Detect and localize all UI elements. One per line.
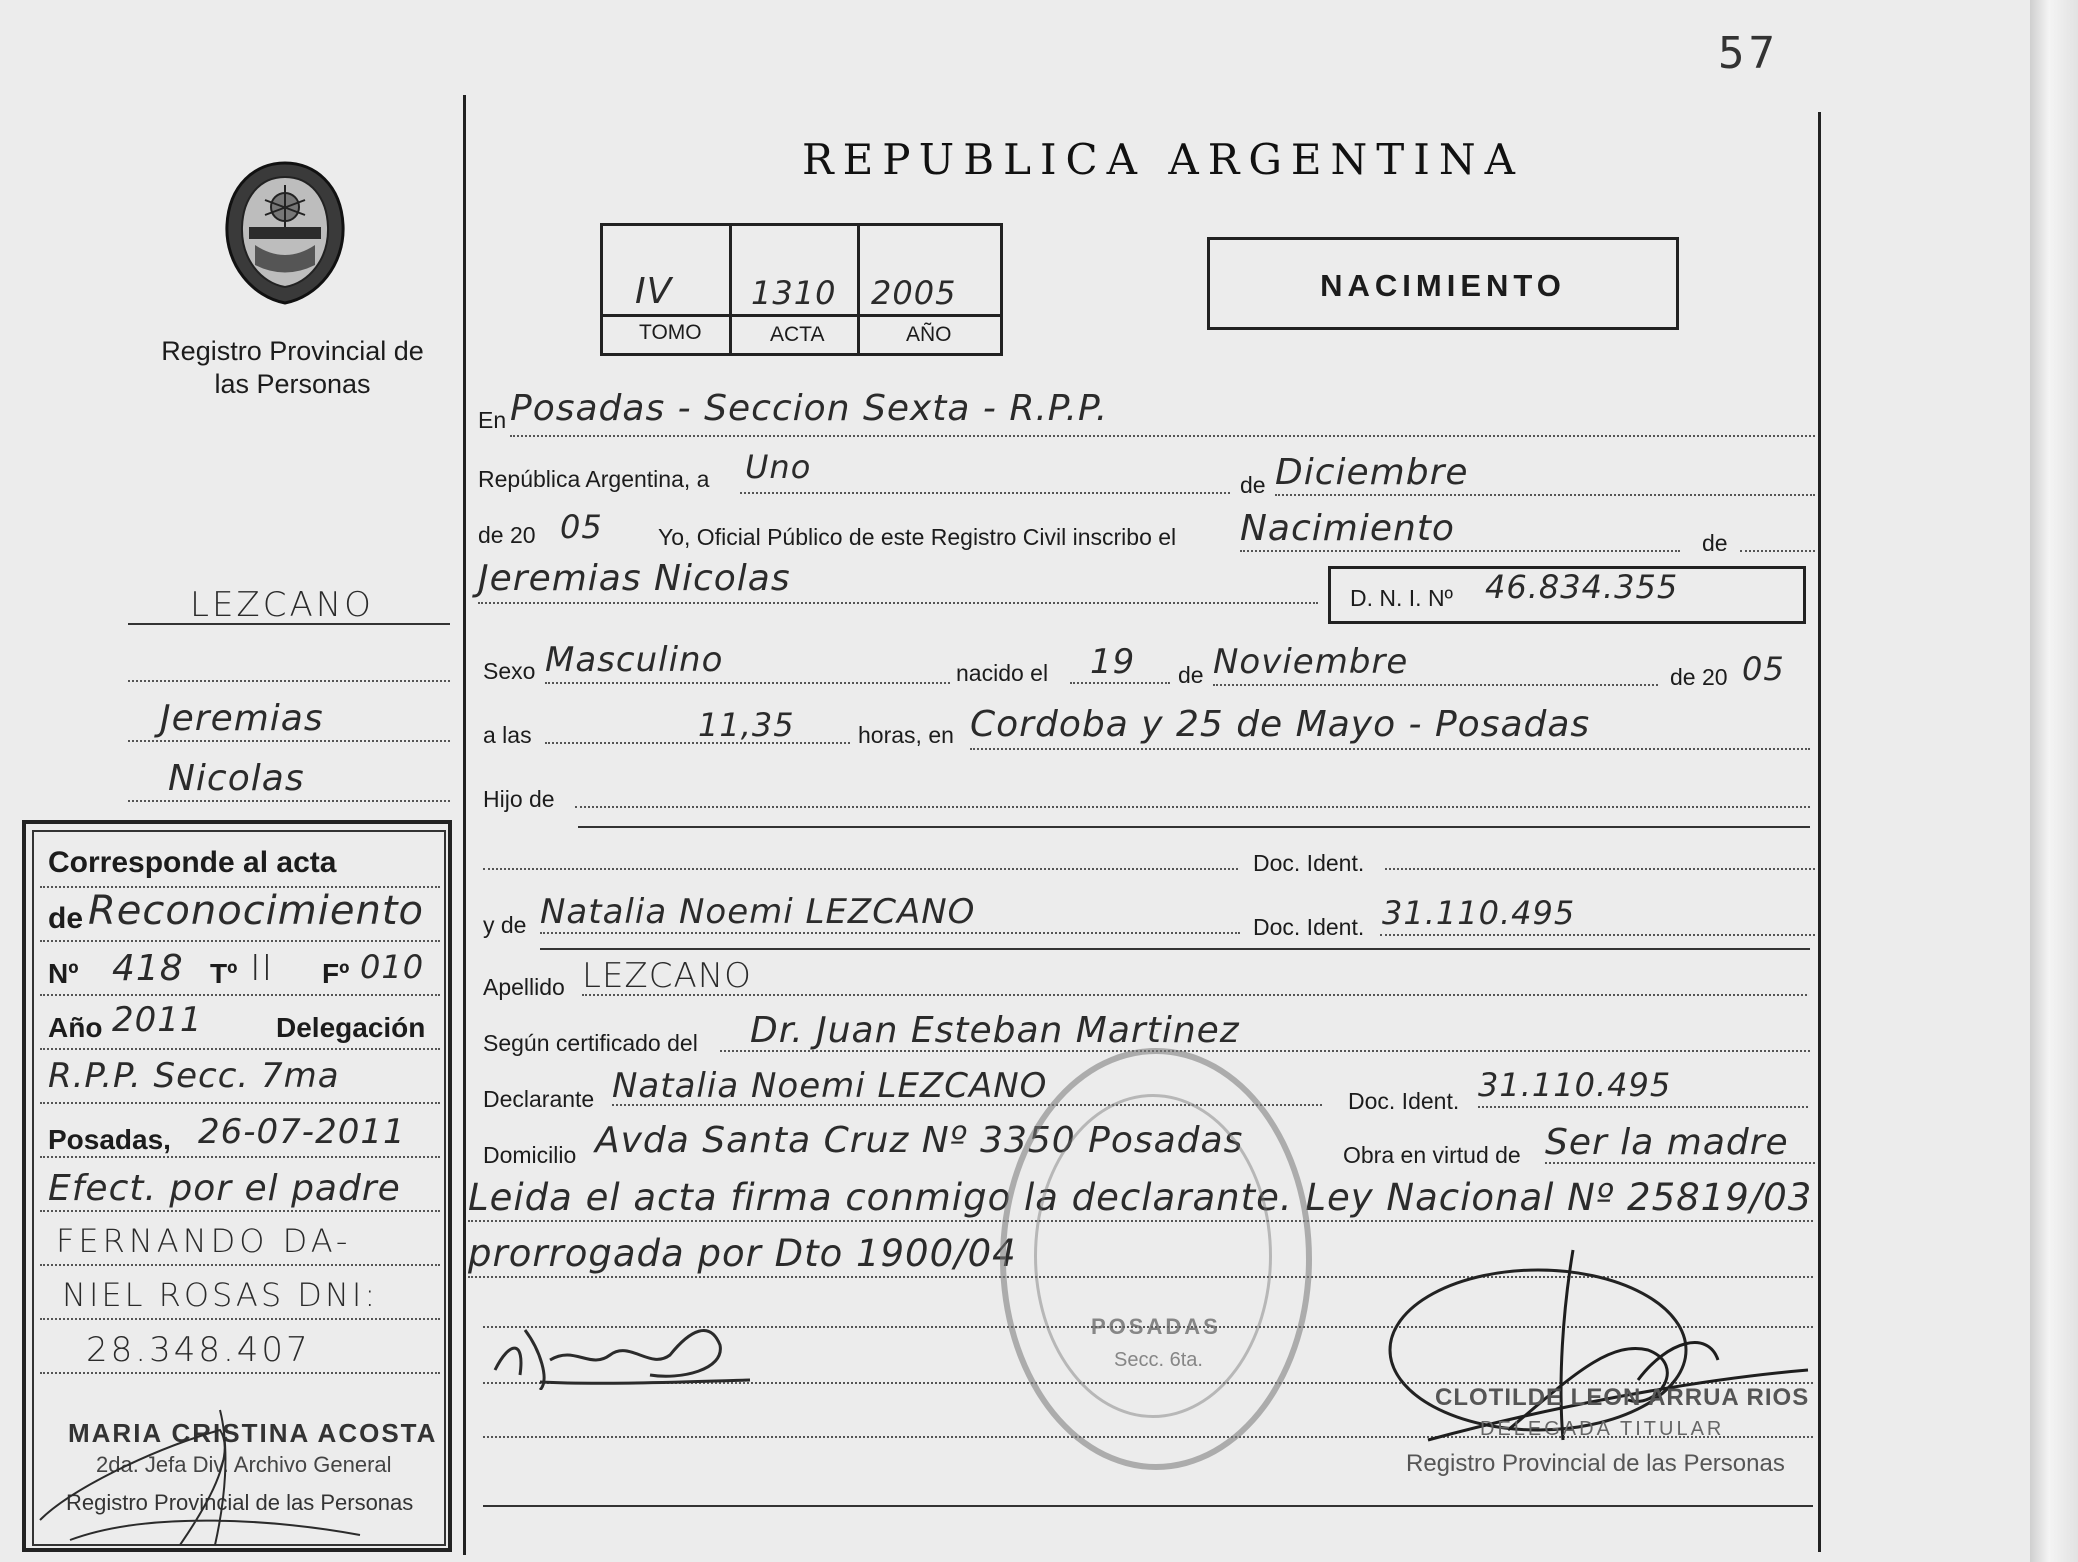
- birth-year-suffix: 05: [1742, 650, 1785, 688]
- body-dots: [1740, 550, 1815, 552]
- hour-value: 11,35: [698, 706, 795, 744]
- annotation-dots: [40, 994, 440, 996]
- margin-line: [128, 623, 450, 625]
- annotation-n-label: Nº: [48, 958, 79, 989]
- a-las-label: a las: [483, 722, 532, 748]
- horas-label: horas, en: [858, 722, 954, 748]
- body-dots: [720, 1050, 1810, 1052]
- body-dots: [545, 682, 950, 684]
- declarant-signature: [480, 1300, 760, 1390]
- act-type: NACIMIENTO: [1320, 268, 1566, 303]
- note-line-1: Leida el acta firma conmigo la declarante. Ley Nacional Nº 25819/03: [468, 1176, 1813, 1219]
- doc-ident-label-1: Doc. Ident.: [1253, 850, 1365, 876]
- body-line: [540, 948, 1810, 950]
- annotation-anio-value: 2011: [112, 1000, 203, 1040]
- body-dots: [483, 868, 1238, 870]
- annotation-line1: Corresponde al acta: [48, 846, 337, 879]
- body-dots: [510, 435, 1815, 437]
- declarante-value: Natalia Noemi LEZCANO: [612, 1066, 1048, 1106]
- annotation-f-label: Fº: [322, 958, 350, 989]
- official-stamp-org: Registro Provincial de las Personas: [1406, 1450, 1785, 1477]
- margin-name-2: Nicolas: [168, 758, 305, 799]
- annotation-note-4: 28.348.407: [86, 1330, 311, 1370]
- annotation-dots: [40, 886, 440, 888]
- sexo-label: Sexo: [483, 658, 536, 684]
- body-dots: [1478, 1106, 1808, 1108]
- annotation-t-value: II: [250, 948, 274, 989]
- de3-label: de: [1178, 662, 1204, 688]
- annotation-note-3: NIEL ROSAS DNI:: [62, 1276, 379, 1314]
- year-prefix: de 20: [478, 522, 536, 548]
- child-name: Jeremias Nicolas: [478, 558, 791, 599]
- registry-name: Registro Provincial de las Personas: [161, 336, 424, 399]
- domicilio-value: Avda Santa Cruz Nº 3350 Posadas: [595, 1120, 1244, 1161]
- anio-label: AÑO: [906, 323, 952, 346]
- en-label: En: [478, 407, 507, 433]
- annotation-n-value: 418: [112, 948, 184, 989]
- body-dots: [582, 994, 1807, 996]
- place-value: Posadas - Seccion Sexta - R.P.P.: [510, 388, 1109, 429]
- doc-ident-label-3: Doc. Ident.: [1348, 1088, 1460, 1114]
- official-stamp-role: DELEGADA TITULAR: [1480, 1418, 1725, 1440]
- annotation-t-label: Tº: [210, 958, 238, 989]
- nacido-label: nacido el: [956, 660, 1049, 686]
- annotation-stamp-name: MARIA CRISTINA ACOSTA: [68, 1418, 438, 1448]
- body-dots: [970, 748, 1810, 750]
- declarante-doc: 31.110.495: [1478, 1066, 1672, 1104]
- annotation-acta-type: Reconocimiento: [88, 888, 424, 934]
- round-stamp-text: POSADAS: [1091, 1314, 1221, 1339]
- tomo-value: IV: [635, 271, 673, 312]
- right-border: [1818, 112, 1821, 1552]
- body-dots: [1070, 682, 1170, 684]
- annotation-posadas-label: Posadas,: [48, 1124, 171, 1155]
- republica-label: República Argentina, a: [478, 466, 710, 492]
- column-divider: [463, 95, 466, 1555]
- annotation-note-1: Efect. por el padre: [48, 1168, 401, 1209]
- annotation-f-value: 010: [360, 948, 425, 986]
- body-line: [483, 1505, 1813, 1507]
- margin-name-1: Jeremias: [160, 698, 324, 739]
- birth-year-prefix: de 20: [1670, 664, 1728, 690]
- de-label: de: [1240, 472, 1266, 498]
- page-number: 57: [1718, 28, 1779, 79]
- domicilio-label: Domicilio: [483, 1142, 577, 1168]
- sexo-value: Masculino: [545, 640, 724, 680]
- official-text: Yo, Oficial Público de este Registro Civil inscribo el: [658, 524, 1177, 550]
- apellido-value: LEZCANO: [582, 956, 752, 996]
- margin-surname: LEZCANO: [190, 585, 374, 625]
- doctor-value: Dr. Juan Esteban Martinez: [750, 1010, 1240, 1051]
- mother-name: Natalia Noemi LEZCANO: [540, 892, 976, 932]
- annotation-dots: [40, 1102, 440, 1104]
- body-dots: [575, 806, 1810, 808]
- body-dots: [1545, 1162, 1815, 1164]
- annotation-dots: [40, 1318, 440, 1320]
- inscribed-value: Nacimiento: [1240, 508, 1455, 549]
- annotation-de-label: de: [48, 902, 84, 935]
- day-value: Uno: [745, 448, 812, 486]
- note-line-2: prorrogada por Dto 1900/04: [468, 1232, 1017, 1275]
- country-title: REPUBLICA ARGENTINA: [802, 135, 1524, 184]
- tomo-label: TOMO: [639, 321, 702, 344]
- obra-label: Obra en virtud de: [1343, 1142, 1521, 1168]
- acta-value: 1310: [751, 274, 837, 312]
- annotation-date: 26-07-2011: [198, 1112, 406, 1152]
- body-dots: [478, 602, 1318, 604]
- annotation-delegacion-value: R.P.P. Secc. 7ma: [48, 1056, 340, 1096]
- province-seal: [215, 155, 355, 310]
- annotation-stamp-role: 2da. Jefa Div. Archivo General: [96, 1452, 392, 1477]
- y-de-label: y de: [483, 912, 527, 938]
- annotation-dots: [40, 1156, 440, 1158]
- body-dots: [1380, 934, 1815, 936]
- declarante-label: Declarante: [483, 1086, 595, 1112]
- annotation-dots: [40, 1048, 440, 1050]
- month-value: Diciembre: [1275, 452, 1469, 493]
- birth-place: Cordoba y 25 de Mayo - Posadas: [970, 704, 1591, 745]
- annotation-dots: [40, 1210, 440, 1212]
- margin-dots: [128, 800, 450, 802]
- dni-label: D. N. I. Nº: [1350, 585, 1453, 611]
- annotation-note-2: FERNANDO DA-: [56, 1222, 352, 1260]
- certificado-label: Según certificado del: [483, 1030, 698, 1056]
- annotation-signature: [30, 1370, 390, 1550]
- de2-label: de: [1702, 530, 1728, 556]
- birth-day: 19: [1090, 642, 1136, 682]
- margin-dots: [128, 740, 450, 742]
- book-page-edge: [2030, 0, 2078, 1562]
- body-dots: [1275, 494, 1815, 496]
- annotation-delegacion-label: Delegación: [276, 1012, 426, 1043]
- round-stamp-sub: Secc. 6ta.: [1114, 1349, 1203, 1371]
- body-dots: [540, 932, 1240, 934]
- birth-month: Noviembre: [1213, 642, 1409, 682]
- official-stamp-name: CLOTILDE LEON ARRUA RIOS: [1435, 1384, 1810, 1411]
- record-box: [600, 223, 1003, 356]
- annotation-dots: [40, 1264, 440, 1266]
- apellido-label: Apellido: [483, 974, 565, 1000]
- anio-value: 2005: [871, 274, 957, 312]
- round-stamp: [1000, 1048, 1312, 1470]
- margin-dots: [128, 680, 450, 682]
- annotation-stamp-org: Registro Provincial de las Personas: [66, 1490, 414, 1515]
- doc-ident-label-2: Doc. Ident.: [1253, 914, 1365, 940]
- seal-icon: [215, 155, 355, 310]
- body-dots: [740, 492, 1230, 494]
- body-dots: [1213, 684, 1658, 686]
- annotation-dots: [40, 940, 440, 942]
- year-suffix: 05: [560, 508, 603, 546]
- act-type-box: [1207, 237, 1679, 330]
- body-line: [578, 826, 1810, 828]
- body-dots: [1385, 868, 1815, 870]
- body-dots: [1240, 550, 1680, 552]
- dni-value: 46.834.355: [1485, 568, 1679, 606]
- obra-value: Ser la madre: [1545, 1122, 1789, 1163]
- annotation-anio-label: Año: [48, 1012, 103, 1043]
- acta-label: ACTA: [770, 323, 825, 346]
- hijo-label: Hijo de: [483, 786, 555, 812]
- mother-doc: 31.110.495: [1382, 894, 1576, 932]
